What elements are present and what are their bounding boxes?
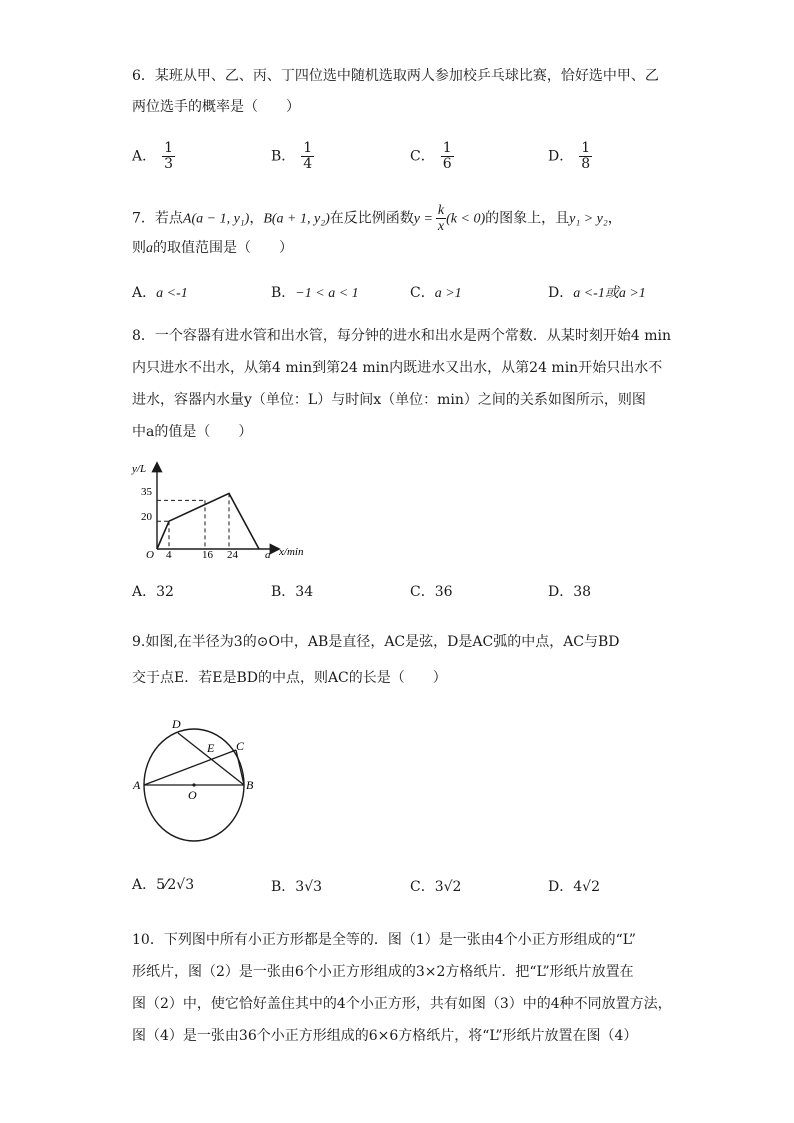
q7-line2: 则a的取值范围是（ ） — [132, 240, 293, 256]
q7-option-d: D．a <-1或a >1 — [548, 285, 646, 301]
water-volume-line — [157, 493, 259, 549]
q9-line1: 9.如图,在半径为3的⊙O中，AB是直径，AC是弦，D是AC弧的中点，AC与BD — [132, 634, 620, 650]
q6-option-a: A． $\frac{1}{3}$ — [132, 140, 174, 172]
svg-text:E: E — [207, 741, 215, 755]
q6-option-d: D． $\frac{1}{8}$ — [548, 140, 591, 172]
q8-option-d: D．38 — [548, 584, 592, 600]
y-tick-20: 20 — [141, 511, 152, 523]
svg-text:O: O — [188, 788, 197, 802]
q8-line4: 中a的值是（ ） — [132, 424, 253, 440]
x-tick-4: 4 — [166, 549, 172, 561]
q6-line1: 6．某班从甲、乙、丙、丁四位选中随机选取两人参加校乒乓球比赛，恰好选中甲、乙 — [132, 68, 659, 84]
q7-option-b: B．−1 < a < 1 — [271, 285, 359, 301]
origin-label: O — [146, 549, 154, 561]
q8-option-a: A．32 — [132, 584, 174, 600]
svg-text:B: B — [246, 778, 254, 792]
q8-option-b: B．34 — [271, 584, 314, 600]
q9-option-c: C．3√2 — [410, 879, 462, 895]
x-tick-a: a — [265, 549, 271, 561]
q10-line2: 形纸片，图（2）是一张由6个小正方形组成的3×2方格纸片．把“L”形纸片放置在 — [132, 964, 634, 980]
q10-line4: 图（4）是一张由36个小正方形组成的6×6方格纸片，将“L”形纸片放置在图（4） — [132, 1028, 638, 1044]
q7-option-a: A．a <-1 — [132, 285, 188, 301]
q7-option-c: C．a >1 — [410, 285, 462, 301]
q8-line1: 8．一个容器有进水管和出水管，每分钟的进水和出水是两个常数．从某时刻开始4 min — [132, 328, 672, 344]
q9-option-b: B．3√3 — [271, 879, 323, 895]
q9-option-a: A．5⁄2√3 — [132, 877, 195, 893]
q9-option-d: D．4√2 — [548, 879, 600, 895]
x-tick-24: 24 — [227, 549, 238, 561]
svg-text:A: A — [133, 778, 141, 792]
svg-text:D: D — [172, 717, 181, 731]
center-dot — [192, 783, 195, 786]
q8-line2: 内只进水不出水，从第4 min到第24 min内既进水又出水，从第24 min开始只出水不 — [132, 360, 663, 376]
q6-option-c: C． $\frac{1}{6}$ — [410, 140, 452, 172]
y-tick-35: 35 — [141, 486, 152, 498]
q6-line2: 两位选手的概率是（ ） — [132, 99, 300, 115]
q8-option-c: C．36 — [410, 584, 453, 600]
svg-text:C: C — [236, 739, 245, 753]
q10-line1: 10．下列图中所有小正方形都是全等的．图（1）是一张由4个小正方形组成的“L” — [132, 932, 636, 948]
q7-line1: 7．若点A(a − 1, y₁)，B(a + 1, y₂)在反比例函数y = $\frac{k}{x}$ (k < 0)的图象上，且y₁ > y₂， — [132, 203, 622, 234]
x-axis-label: x/min — [279, 546, 304, 558]
q9-circle-figure — [132, 715, 262, 845]
q10-line3: 图（2）中，使它恰好盖住其中的4个小正方形，共有如图（3）中的4种不同放置方法， — [132, 996, 672, 1012]
q8-graph — [128, 460, 318, 565]
q6-option-b: B． $\frac{1}{4}$ — [271, 140, 313, 172]
q9-line2: 交于点E．若E是BD的中点，则AC的长是（ ） — [132, 670, 447, 686]
y-axis-label: y/L — [132, 463, 147, 475]
x-tick-16: 16 — [202, 549, 213, 561]
q8-line3: 进水，容器内水量y（单位：L）与时间x（单位：min）之间的关系如图所示，则图 — [132, 392, 646, 408]
